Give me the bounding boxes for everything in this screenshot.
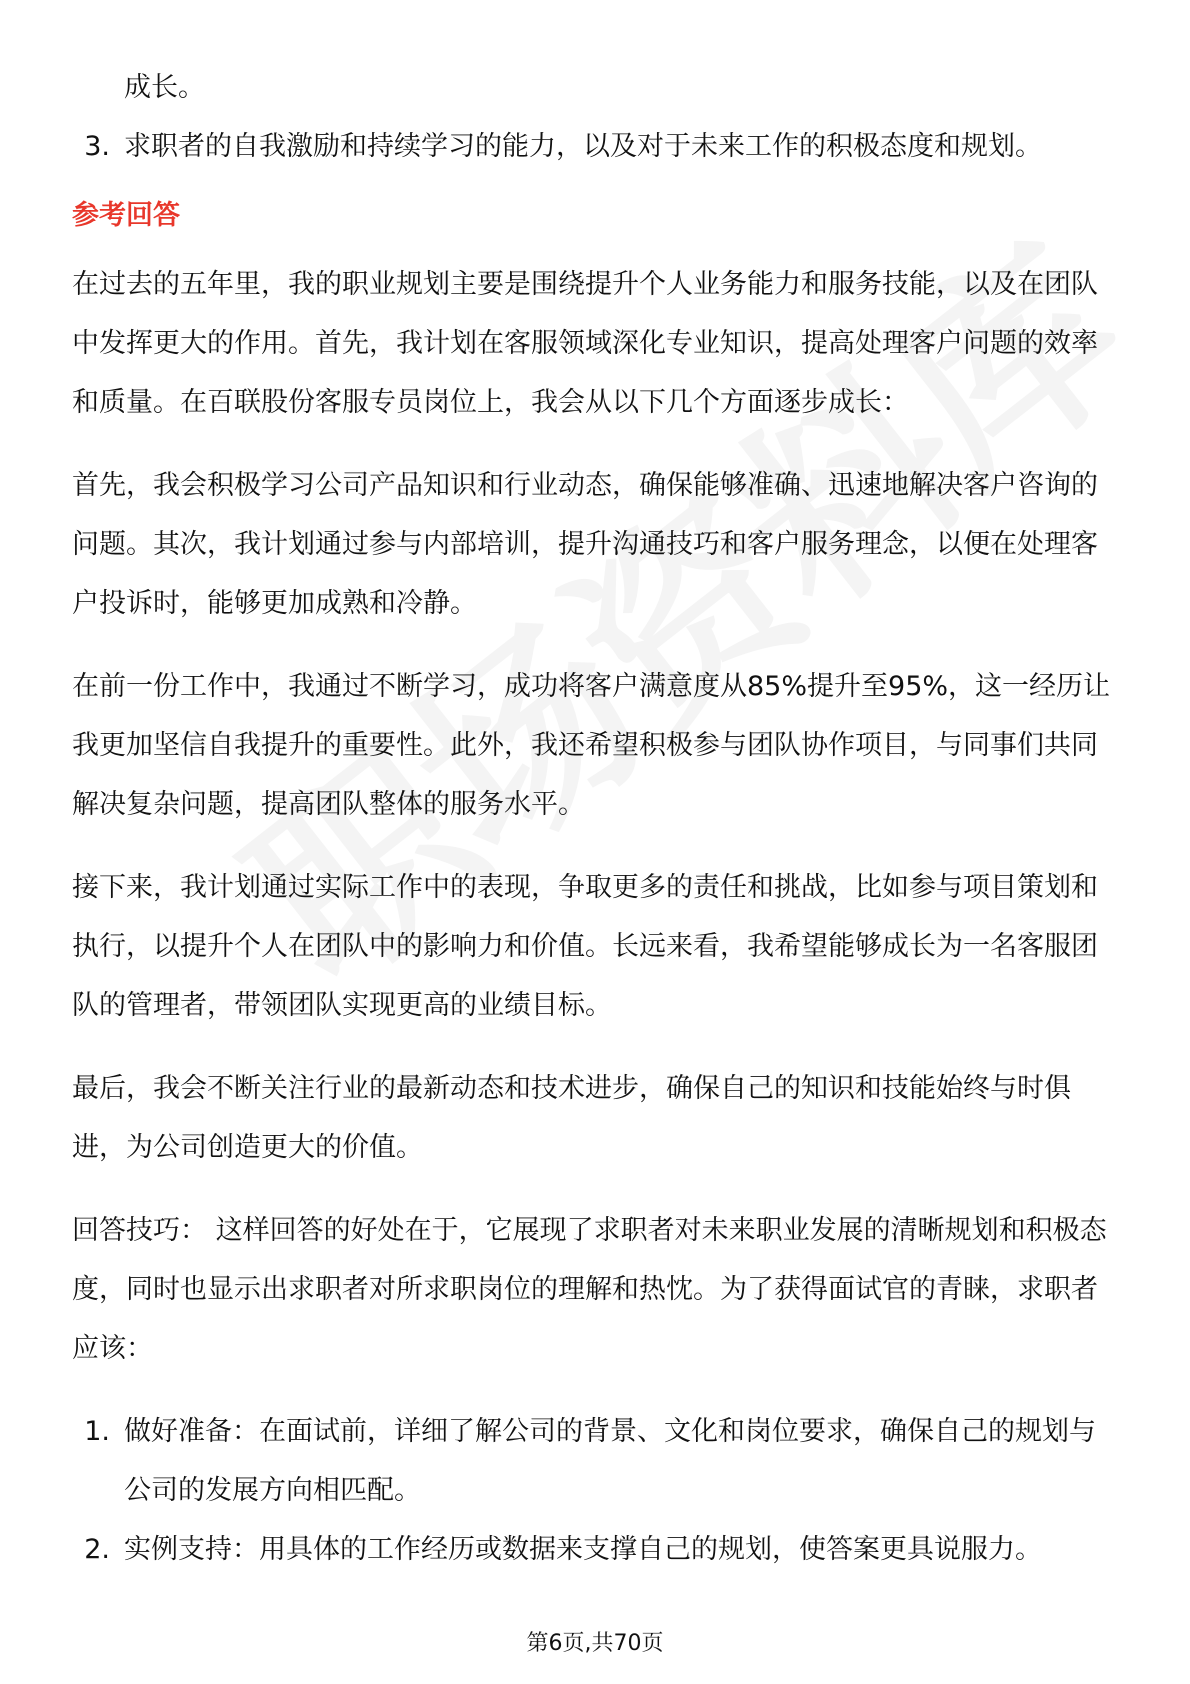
list-item bbox=[72, 117, 1122, 176]
list-number: 1. bbox=[84, 1416, 110, 1447]
list-number: 3. bbox=[84, 131, 110, 162]
spacer bbox=[72, 1378, 1122, 1402]
list-item-text: 实例支持：用具体的工作经历或数据来支撑自己的规划，使答案更具说服力。 bbox=[124, 1534, 1042, 1565]
paragraph: 在过去的五年里，我的职业规划主要是围绕提升个人业务能力和服务技能，以及在团队中发挥更大的作用。首先，我计划在客服领域深化专业知识，提高处理客户问题的效率和质量。在百联股份客服专员岗位上，我会从以下几个方面逐步成长： bbox=[72, 269, 1098, 418]
paragraph: 接下来，我计划通过实际工作中的表现，争取更多的责任和挑战，比如参与项目策划和执行，以提升个人在团队中的影响力和价值。长远来看，我希望能够成长为一名客服团队的管理者，带领团队实现更高的业绩目标。 bbox=[72, 872, 1098, 1021]
list-item-text: 做好准备：在面试前，详细了解公司的背景、文化和岗位要求，确保自己的规划与公司的发展方向相匹配。 bbox=[124, 1416, 1096, 1506]
page-footer: 第6页,共70页 bbox=[526, 1631, 664, 1656]
list-item bbox=[72, 1520, 1122, 1579]
list-number: 2. bbox=[84, 1534, 110, 1565]
list-item bbox=[72, 1402, 1122, 1520]
document-content bbox=[72, 58, 1122, 1579]
paragraph: 回答技巧： 这样回答的好处在于，它展现了求职者对未来职业发展的清晰规划和积极态度，同时也显示出求职者对所求职岗位的理解和热忱。为了获得面试官的青睐，求职者应该： bbox=[72, 1215, 1107, 1364]
list-item-continuation: 成长。 bbox=[124, 72, 205, 103]
paragraph: 首先，我会积极学习公司产品知识和行业动态，确保能够准确、迅速地解决客户咨询的问题。其次，我计划通过参与内部培训，提升沟通技巧和客户服务理念，以便在处理客户投诉时，能够更加成熟和冷静。 bbox=[72, 470, 1098, 619]
list-item-text: 求职者的自我激励和持续学习的能力，以及对于未来工作的积极态度和规划。 bbox=[124, 131, 1042, 162]
section-heading: 参考回答 bbox=[72, 200, 180, 231]
paragraph: 在前一份工作中，我通过不断学习，成功将客户满意度从85%提升至95%，这一经历让我更加坚信自我提升的重要性。此外，我还希望积极参与团队协作项目，与同事们共同解决复杂问题，提高团队整体的服务水平。 bbox=[72, 671, 1111, 820]
paragraph: 最后，我会不断关注行业的最新动态和技术进步，确保自己的知识和技能始终与时俱进，为公司创造更大的价值。 bbox=[72, 1073, 1071, 1163]
